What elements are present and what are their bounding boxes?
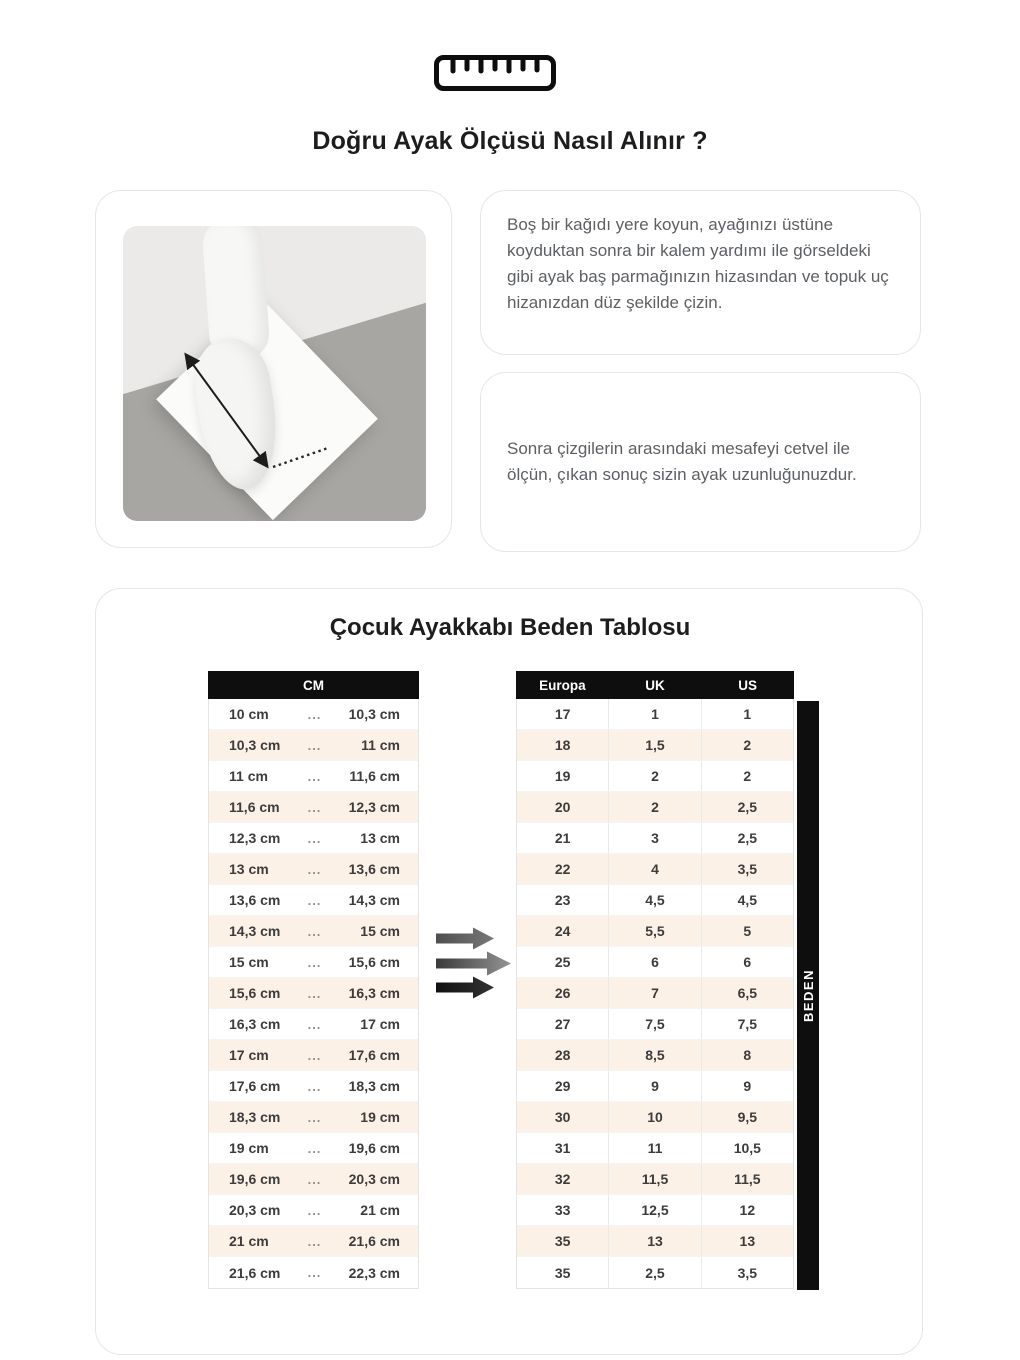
table-cell: 10,3 cm (229, 737, 281, 753)
cm-range-table (208, 671, 419, 1289)
table-cell: ... (307, 1047, 322, 1063)
shoe-size-table (516, 671, 794, 1289)
table-cell: 2,5 (737, 830, 758, 846)
page-title: Doğru Ayak Ölçüsü Nasıl Alınır ? (312, 127, 708, 155)
table-cell: 4 (609, 854, 701, 884)
table-row (209, 1009, 418, 1040)
table-row (517, 1133, 793, 1164)
table-row (517, 1102, 793, 1133)
table-cell: 16,3 cm (348, 985, 400, 1001)
table-cell: 12,3 cm (229, 830, 281, 846)
table-cell: ... (307, 1202, 322, 1218)
table-cell: 2 (609, 761, 701, 791)
table-row (209, 792, 418, 823)
beden-vertical-bar (797, 701, 819, 1290)
table-cell: 17 (517, 699, 609, 729)
table-cell: 25 (517, 947, 609, 977)
table-cell: ... (307, 1171, 322, 1187)
table-cell: ... (307, 985, 322, 1001)
table-cell: 7,5 (609, 1009, 701, 1039)
table-cell: 6 (743, 954, 752, 970)
table-cell: 11,6 cm (229, 799, 280, 815)
table-cell: 2 (609, 792, 701, 822)
table-cell: 9 (743, 1078, 752, 1094)
table-cell: 30 (517, 1102, 609, 1132)
header-uk: UK (645, 677, 665, 693)
table-cell: 23 (517, 885, 609, 915)
table-cell: 10 (609, 1102, 701, 1132)
table-cell: ... (307, 954, 322, 970)
table-row (209, 1257, 418, 1288)
table-cell: ... (307, 1078, 322, 1094)
table-cell: 12,3 cm (348, 799, 400, 815)
table-row (517, 792, 793, 823)
table-cell: ... (307, 706, 322, 722)
table-cell: 3 (609, 823, 701, 853)
table-row (209, 1071, 418, 1102)
table-cell: 5,5 (609, 916, 701, 946)
table-row (209, 885, 418, 916)
table-cell: 27 (517, 1009, 609, 1039)
table-cell: 11,6 cm (349, 768, 400, 784)
table-row (209, 823, 418, 854)
header-us: US (738, 677, 758, 693)
table-cell: 9 (609, 1071, 701, 1101)
table-cell: 4,5 (609, 885, 701, 915)
table-row (209, 699, 418, 730)
header-europa: Europa (539, 677, 586, 693)
table-row (209, 978, 418, 1009)
table-row (517, 854, 793, 885)
table-cell: 33 (517, 1195, 609, 1225)
table-cell: 17,6 cm (229, 1078, 281, 1094)
table-cell: 7 (609, 978, 701, 1008)
table-cell: 31 (517, 1133, 609, 1163)
table-cell: 15,6 cm (229, 985, 281, 1001)
instruction-text-1: Boş bir kağıdı yere koyun, ayağınızı üstüne koyduktan sonra bir kalem yardımı ile görseldeki gibi ayak baş parmağınızın hizasından ve topuk uç hizanızdan düz şekilde çizin. (507, 215, 889, 312)
instruction-card-2 (480, 372, 921, 552)
table-row (517, 1257, 793, 1288)
table-row (209, 761, 418, 792)
table-cell: 15,6 cm (348, 954, 400, 970)
table-cell: ... (307, 830, 322, 846)
table-row (517, 1071, 793, 1102)
table-cell: 20 (517, 792, 609, 822)
table-cell: 21 (517, 823, 609, 853)
table-cell: 11 cm (361, 737, 400, 753)
cm-table-header: CM (208, 671, 419, 699)
table-row (517, 699, 793, 730)
table-cell: 1,5 (609, 730, 701, 760)
table-cell: 3,5 (737, 861, 758, 877)
table-row (209, 947, 418, 978)
table-cell: 13,6 cm (229, 892, 281, 908)
table-row (517, 978, 793, 1009)
table-row (209, 854, 418, 885)
table-cell: ... (307, 1016, 322, 1032)
table-cell: ... (307, 892, 322, 908)
table-row (517, 730, 793, 761)
table-cell: 29 (517, 1071, 609, 1101)
size-table-card (95, 588, 923, 1355)
measure-arrow-icon (123, 226, 426, 521)
table-row (209, 1133, 418, 1164)
table-cell: ... (307, 799, 322, 815)
table-cell: 17 cm (360, 1016, 400, 1032)
table-row (209, 1226, 418, 1257)
table-cell: 2 (743, 737, 752, 753)
table-cell: 13 cm (360, 830, 400, 846)
table-cell: 20,3 cm (348, 1171, 400, 1187)
table-cell: 32 (517, 1164, 609, 1194)
table-cell: 10 cm (229, 706, 269, 722)
table-cell: 12,5 (609, 1195, 701, 1225)
foot-on-paper-photo (123, 226, 426, 521)
table-cell: 17 cm (229, 1047, 269, 1063)
instruction-card-1 (480, 190, 921, 355)
table-cell: 1 (609, 699, 701, 729)
table-row (517, 947, 793, 978)
table-cell: 10,3 cm (348, 706, 400, 722)
table-cell: ... (307, 737, 322, 753)
table-cell: ... (307, 768, 322, 784)
table-cell: 16,3 cm (229, 1016, 281, 1032)
table-cell: 35 (517, 1257, 609, 1288)
size-table-body (516, 699, 794, 1289)
table-cell: 28 (517, 1040, 609, 1070)
table-cell: 11,5 (734, 1171, 761, 1187)
table-cell: 14,3 cm (348, 892, 400, 908)
table-cell: 4,5 (737, 892, 758, 908)
table-cell: 24 (517, 916, 609, 946)
table-cell: ... (307, 923, 322, 939)
table-row (517, 916, 793, 947)
table-cell: 21,6 cm (348, 1233, 400, 1249)
table-cell: ... (307, 1233, 322, 1249)
table-row (209, 916, 418, 947)
instruction-text-2: Sonra çizgilerin arasındaki mesafeyi cetvel ile ölçün, çıkan sonuç sizin ayak uzunluğunuzdur. (507, 439, 857, 484)
table-cell: ... (307, 1265, 322, 1280)
table-row (517, 1226, 793, 1257)
table-cell: 18 (517, 730, 609, 760)
table-cell: 8 (743, 1047, 752, 1063)
transfer-arrows-icon (434, 926, 514, 1000)
table-row (209, 730, 418, 761)
beden-label: BEDEN (800, 968, 816, 1022)
table-cell: 19 (517, 761, 609, 791)
table-cell: 19 cm (360, 1109, 400, 1125)
table-cell: 2 (743, 768, 752, 784)
table-cell: 1 (743, 706, 752, 722)
table-cell: 11,5 (609, 1164, 701, 1194)
table-row (517, 1009, 793, 1040)
table-cell: 26 (517, 978, 609, 1008)
table-cell: 15 cm (360, 923, 400, 939)
table-cell: 22,3 cm (348, 1264, 400, 1281)
table-cell: 21 cm (229, 1233, 269, 1249)
table-cell: 6 (609, 947, 701, 977)
table-cell: 21 cm (360, 1202, 400, 1218)
table-cell: 21,6 cm (229, 1264, 281, 1281)
table-cell: ... (307, 1109, 322, 1125)
table-row (517, 885, 793, 916)
table-row (209, 1164, 418, 1195)
table-cell: 11 (609, 1133, 701, 1163)
table-cell: 12 (739, 1202, 756, 1218)
table-cell: 17,6 cm (348, 1047, 400, 1063)
table-cell: 13,6 cm (348, 861, 400, 877)
table-cell: 19,6 cm (348, 1140, 400, 1156)
table-row (209, 1195, 418, 1226)
table-cell: 20,3 cm (229, 1202, 281, 1218)
foot-measure-photo-card (95, 190, 452, 548)
table-cell: 11 cm (229, 768, 268, 784)
table-row (517, 1195, 793, 1226)
table-row (209, 1040, 418, 1071)
table-cell: ... (307, 1140, 322, 1156)
table-cell: 7,5 (737, 1016, 758, 1032)
table-cell: 13 cm (229, 861, 269, 877)
table-cell: 5 (743, 923, 752, 939)
table-cell: ... (307, 861, 322, 877)
table-cell: 35 (517, 1226, 609, 1256)
table-row (517, 1164, 793, 1195)
size-table-header (516, 671, 794, 699)
table-cell: 2,5 (737, 799, 758, 815)
table-cell: 2,5 (609, 1257, 701, 1288)
table-row (517, 823, 793, 854)
table-cell: 13 (609, 1226, 701, 1256)
table-cell: 6,5 (737, 985, 758, 1001)
table-cell: 10,5 (733, 1140, 761, 1156)
table-row (209, 1102, 418, 1133)
table-cell: 9,5 (737, 1109, 758, 1125)
table-cell: 3,5 (737, 1264, 758, 1281)
table-cell: 18,3 cm (348, 1078, 400, 1094)
table-cell: 18,3 cm (229, 1109, 281, 1125)
table-cell: 22 (517, 854, 609, 884)
table-cell: 19,6 cm (229, 1171, 281, 1187)
table-row (517, 761, 793, 792)
table-cell: 14,3 cm (229, 923, 281, 939)
table-cell: 15 cm (229, 954, 269, 970)
table-cell: 8,5 (609, 1040, 701, 1070)
table-cell: 19 cm (229, 1140, 269, 1156)
table-cell: 13 (739, 1233, 756, 1249)
cm-table-body (208, 699, 419, 1289)
ruler-icon (433, 54, 557, 92)
table-row (517, 1040, 793, 1071)
size-section-title: Çocuk Ayakkabı Beden Tablosu (329, 614, 691, 641)
